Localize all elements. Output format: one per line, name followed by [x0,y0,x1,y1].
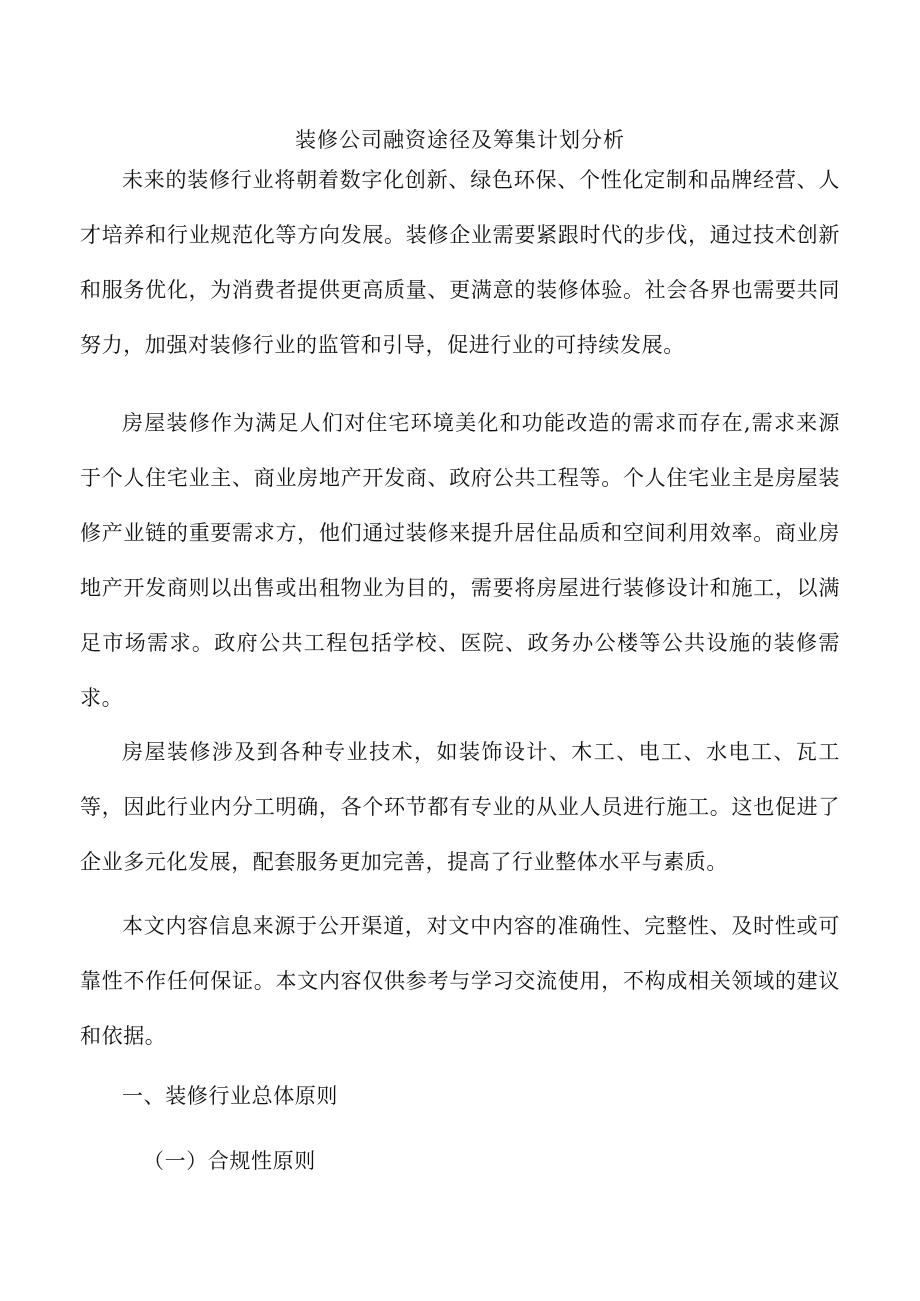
document-title: 装修公司融资途径及筹集计划分析 [295,128,625,152]
section-heading: 一、装修行业总体原则 [122,1084,338,1108]
subsection-heading: （一）合规性原则 [143,1149,316,1173]
paragraph-demand-sources: 房屋装修作为满足人们对住宅环境美化和功能改造的需求而存在,需求来源于个人住宅业主、商业房地产开发商、政府公共工程等。个人住宅业主是房屋装修产业链的重要需求方，他们通过装修来提升居住品质和空间利用效率。商业房地产开发商则以出售或出租物业为目的，需要将房屋进行装修设计和施工，以满足市场需求。政府公共工程包括学校、医院、政务办公楼等公共设施的装修需求。 [80,411,840,710]
paragraph-industry-outlook: 未来的装修行业将朝着数字化创新、绿色环保、个性化定制和品牌经营、人才培养和行业规范化等方向发展。装修企业需要紧跟时代的步伐，通过技术创新和服务优化，为消费者提供更高质量、更满意的装修体验。社会各界也需要共同努力，加强对装修行业的监管和引导，促进行业的可持续发展。 [80,168,840,357]
paragraph-specialization: 房屋装修涉及到各种专业技术，如装饰设计、木工、电工、水电工、瓦工等，因此行业内分工明确，各个环节都有专业的从业人员进行施工。这也促进了企业多元化发展，配套服务更加完善，提高了行业整体水平与素质。 [80,740,840,874]
paragraph-disclaimer: 本文内容信息来源于公开渠道，对文中内容的准确性、完整性、及时性或可靠性不作任何保证。本文内容仅供参考与学习交流使用，不构成相关领域的建议和依据。 [80,914,840,1048]
